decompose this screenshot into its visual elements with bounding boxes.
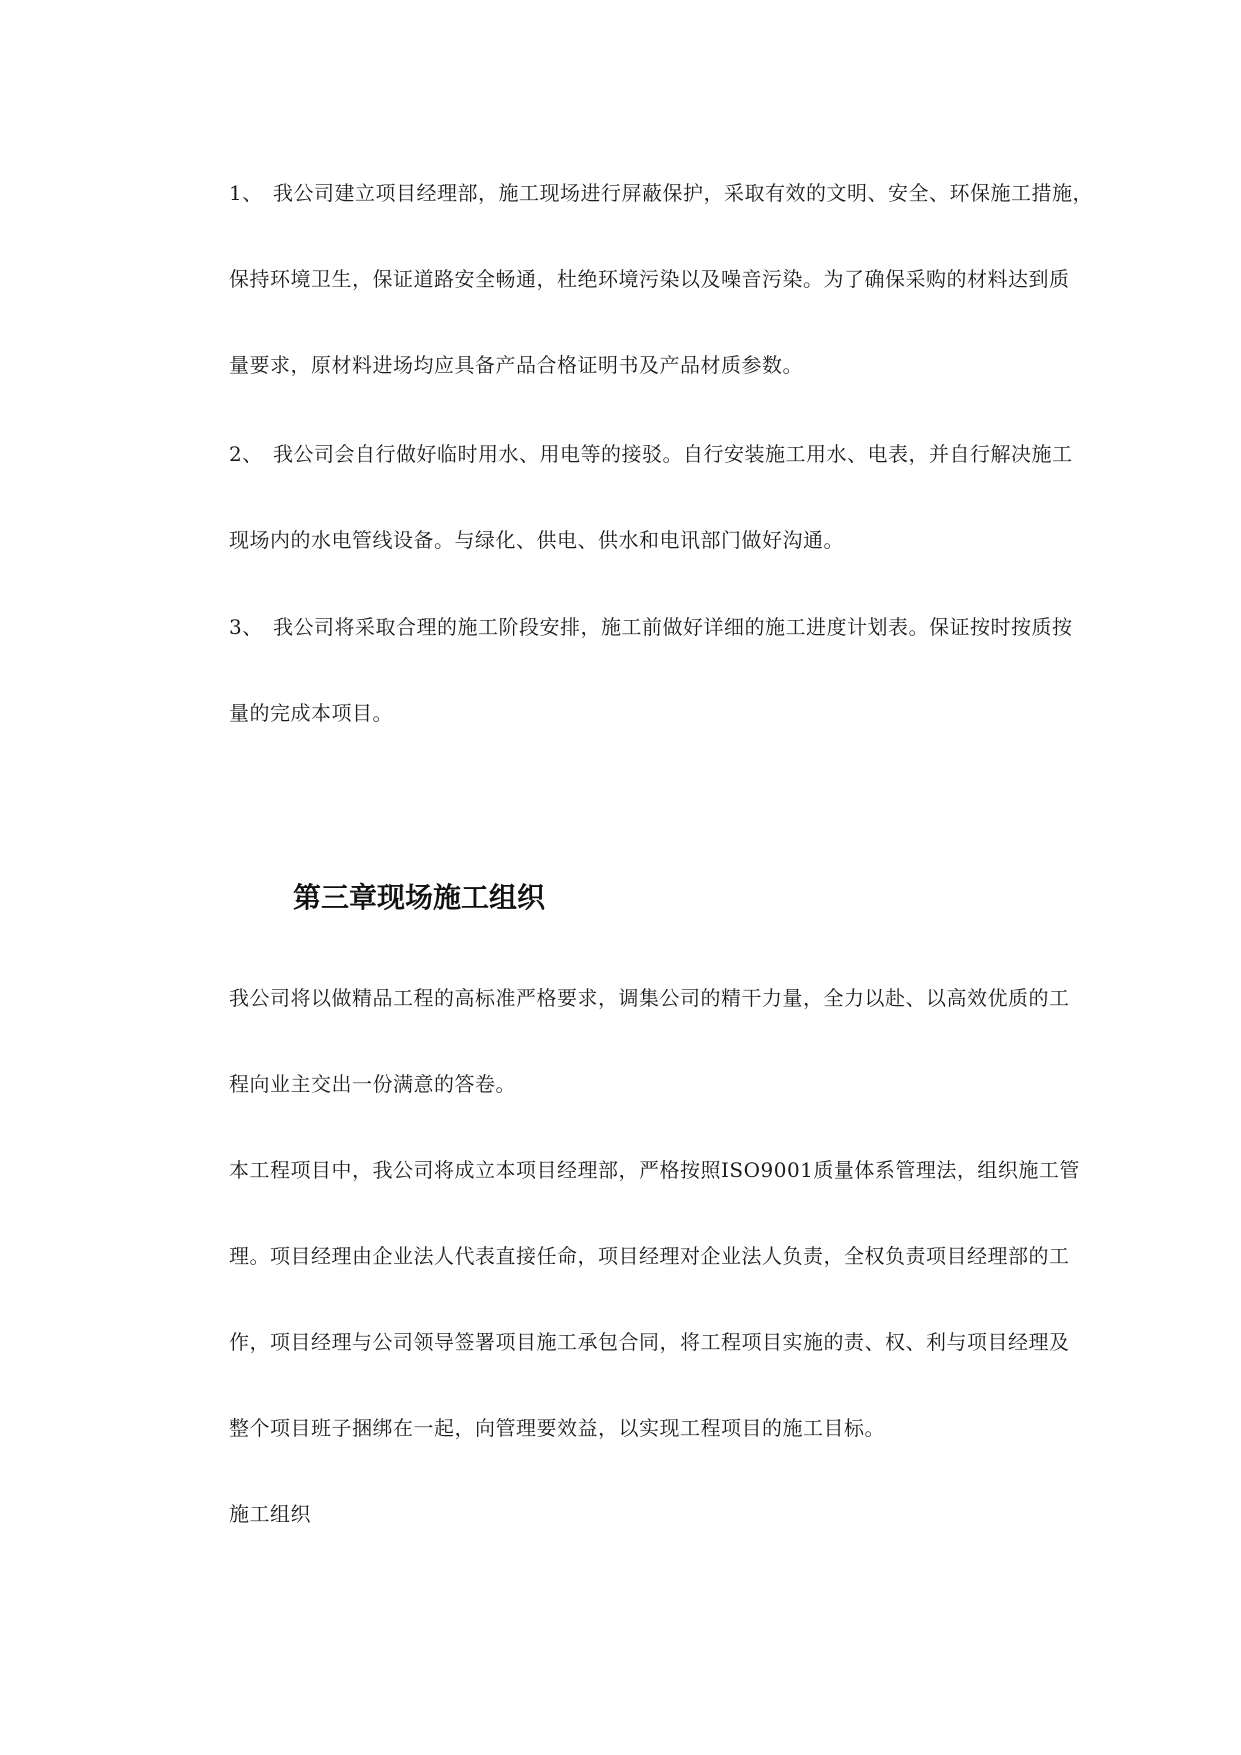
list-item-2-line-2: 现场内的水电管线设备。与绿化、供电、供水和电讯部门做好沟通。 bbox=[229, 528, 844, 552]
list-item-2-number: 2、 bbox=[229, 442, 263, 466]
paragraph-2-line-1: 本工程项目中，我公司将成立本项目经理部，严格按照ISO9001质量体系管理法，组织施工管 bbox=[229, 1158, 1080, 1182]
paragraph-2-line-4: 整个项目班子捆绑在一起，向管理要效益，以实现工程项目的施工目标。 bbox=[229, 1416, 885, 1440]
list-item-1-line-1 bbox=[229, 179, 1093, 207]
paragraph-2-line-2: 理。项目经理由企业法人代表直接任命，项目经理对企业法人负责，全权负责项目经理部的工 bbox=[229, 1244, 1070, 1268]
list-item-2-text: 我公司会自行做好临时用水、用电等的接驳。自行安装施工用水、电表，并自行解决施工 bbox=[273, 442, 1073, 466]
list-item-2-line-1 bbox=[229, 440, 1073, 468]
list-item-3-line-2: 量的完成本项目。 bbox=[229, 701, 393, 725]
list-item-1-line-2: 保持环境卫生，保证道路安全畅通，杜绝环境污染以及噪音污染。为了确保采购的材料达到质 bbox=[229, 267, 1070, 291]
paragraph-1-line-2: 程向业主交出一份满意的答卷。 bbox=[229, 1072, 516, 1096]
list-item-3-line-1 bbox=[229, 613, 1073, 641]
chapter-heading: 第三章现场施工组织 bbox=[293, 881, 546, 914]
section-label: 施工组织 bbox=[229, 1502, 311, 1526]
list-item-3-text: 我公司将采取合理的施工阶段安排，施工前做好详细的施工进度计划表。保证按时按质按 bbox=[273, 615, 1073, 639]
list-item-3-number: 3、 bbox=[229, 615, 263, 639]
list-item-1-line-3: 量要求，原材料进场均应具备产品合格证明书及产品材质参数。 bbox=[229, 353, 803, 377]
list-item-1-text: 我公司建立项目经理部，施工现场进行屏蔽保护，采取有效的文明、安全、环保施工措施， bbox=[273, 181, 1093, 205]
list-item-1-number: 1、 bbox=[229, 181, 263, 205]
paragraph-2-line-3: 作，项目经理与公司领导签署项目施工承包合同，将工程项目实施的责、权、利与项目经理及 bbox=[229, 1330, 1070, 1354]
paragraph-1-line-1: 我公司将以做精品工程的高标准严格要求，调集公司的精干力量，全力以赴、以高效优质的工 bbox=[229, 986, 1070, 1010]
